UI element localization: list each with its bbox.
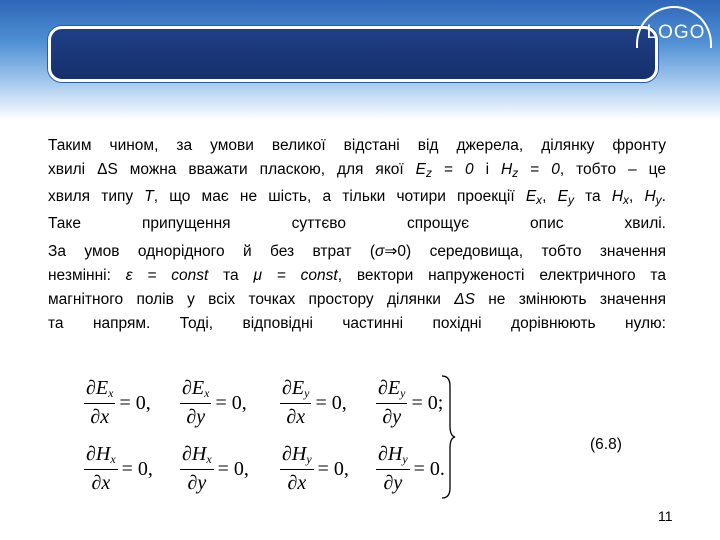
fraction: $\frac{\partial E_x}{\partial y}$ — [182, 377, 210, 428]
equation: $\frac{\partial H_x}{\partial x}$ = 0, — [86, 443, 153, 494]
paragraph-2-line-4: та напрям. Тоді, відповідні частинні похідні дорівнюють нулю: — [48, 315, 666, 332]
equation: $\frac{\partial H_y}{\partial y}$ = 0. — [378, 443, 445, 494]
equation: $\frac{\partial E_y}{\partial x}$ = 0, — [282, 377, 347, 428]
fraction: $\frac{\partial H_y}{\partial y}$ — [378, 443, 408, 494]
paragraph-2-line-1: За умов однорідного й без втрат (σ⇒0) середовища, тобто значення — [48, 243, 666, 260]
equation-system — [84, 374, 464, 502]
equation-row-1 — [84, 374, 464, 432]
fraction: $\frac{\partial H_x}{\partial x}$ — [86, 443, 116, 494]
fraction: $\frac{\partial H_x}{\partial y}$ — [182, 443, 212, 494]
equation: $\frac{\partial E_x}{\partial y}$ = 0, — [182, 377, 247, 428]
paragraph-1-line-3: хвиля типу T, що має не шість, а тільки чотири проекції $E_x$, $E_y$ та $H_x$, $H_y$. — [48, 188, 666, 207]
paragraph-1-line-4: Таке припущення суттєво спрощує опис хвилі. — [48, 215, 666, 232]
equation: $\frac{\partial H_x}{\partial y}$ = 0, — [182, 443, 249, 494]
paragraph-2-line-2: незмінні: ε = const та μ = const, вектори напруженості електричного та — [48, 267, 666, 284]
logo: LOGO — [646, 22, 706, 43]
paragraph-1-line-2: хвилі ΔS можна вважати пласкою, для якої $E_z = 0$ і $H_z = 0$, тобто – це — [48, 161, 666, 180]
paragraph-2 — [48, 240, 666, 336]
paragraph-2-line-3: магнітного полів у всіх точках простору ділянки ΔS не змінюють значення — [48, 291, 667, 308]
fraction: $\frac{\partial E_y}{\partial y}$ — [378, 377, 406, 428]
equation: $\frac{\partial E_x}{\partial x}$ = 0, — [86, 377, 151, 428]
paragraph-1 — [48, 134, 666, 236]
equation: $\frac{\partial H_y}{\partial x}$ = 0, — [282, 443, 349, 494]
page-number: 11 — [658, 508, 673, 524]
equation-row-2 — [84, 440, 464, 498]
title-bar — [48, 26, 658, 82]
paragraph-1-line-1: Таким чином, за умови великої відстані від джерела, ділянку фронту — [48, 137, 666, 154]
equation: $\frac{\partial E_y}{\partial y}$ = 0; — [378, 377, 444, 428]
fraction: $\frac{\partial H_y}{\partial x}$ — [282, 443, 312, 494]
fraction: $\frac{\partial E_x}{\partial x}$ — [86, 377, 114, 428]
fraction: $\frac{\partial E_y}{\partial x}$ — [282, 377, 310, 428]
equation-number: (6.8) — [590, 436, 622, 453]
right-brace-icon — [440, 374, 456, 500]
